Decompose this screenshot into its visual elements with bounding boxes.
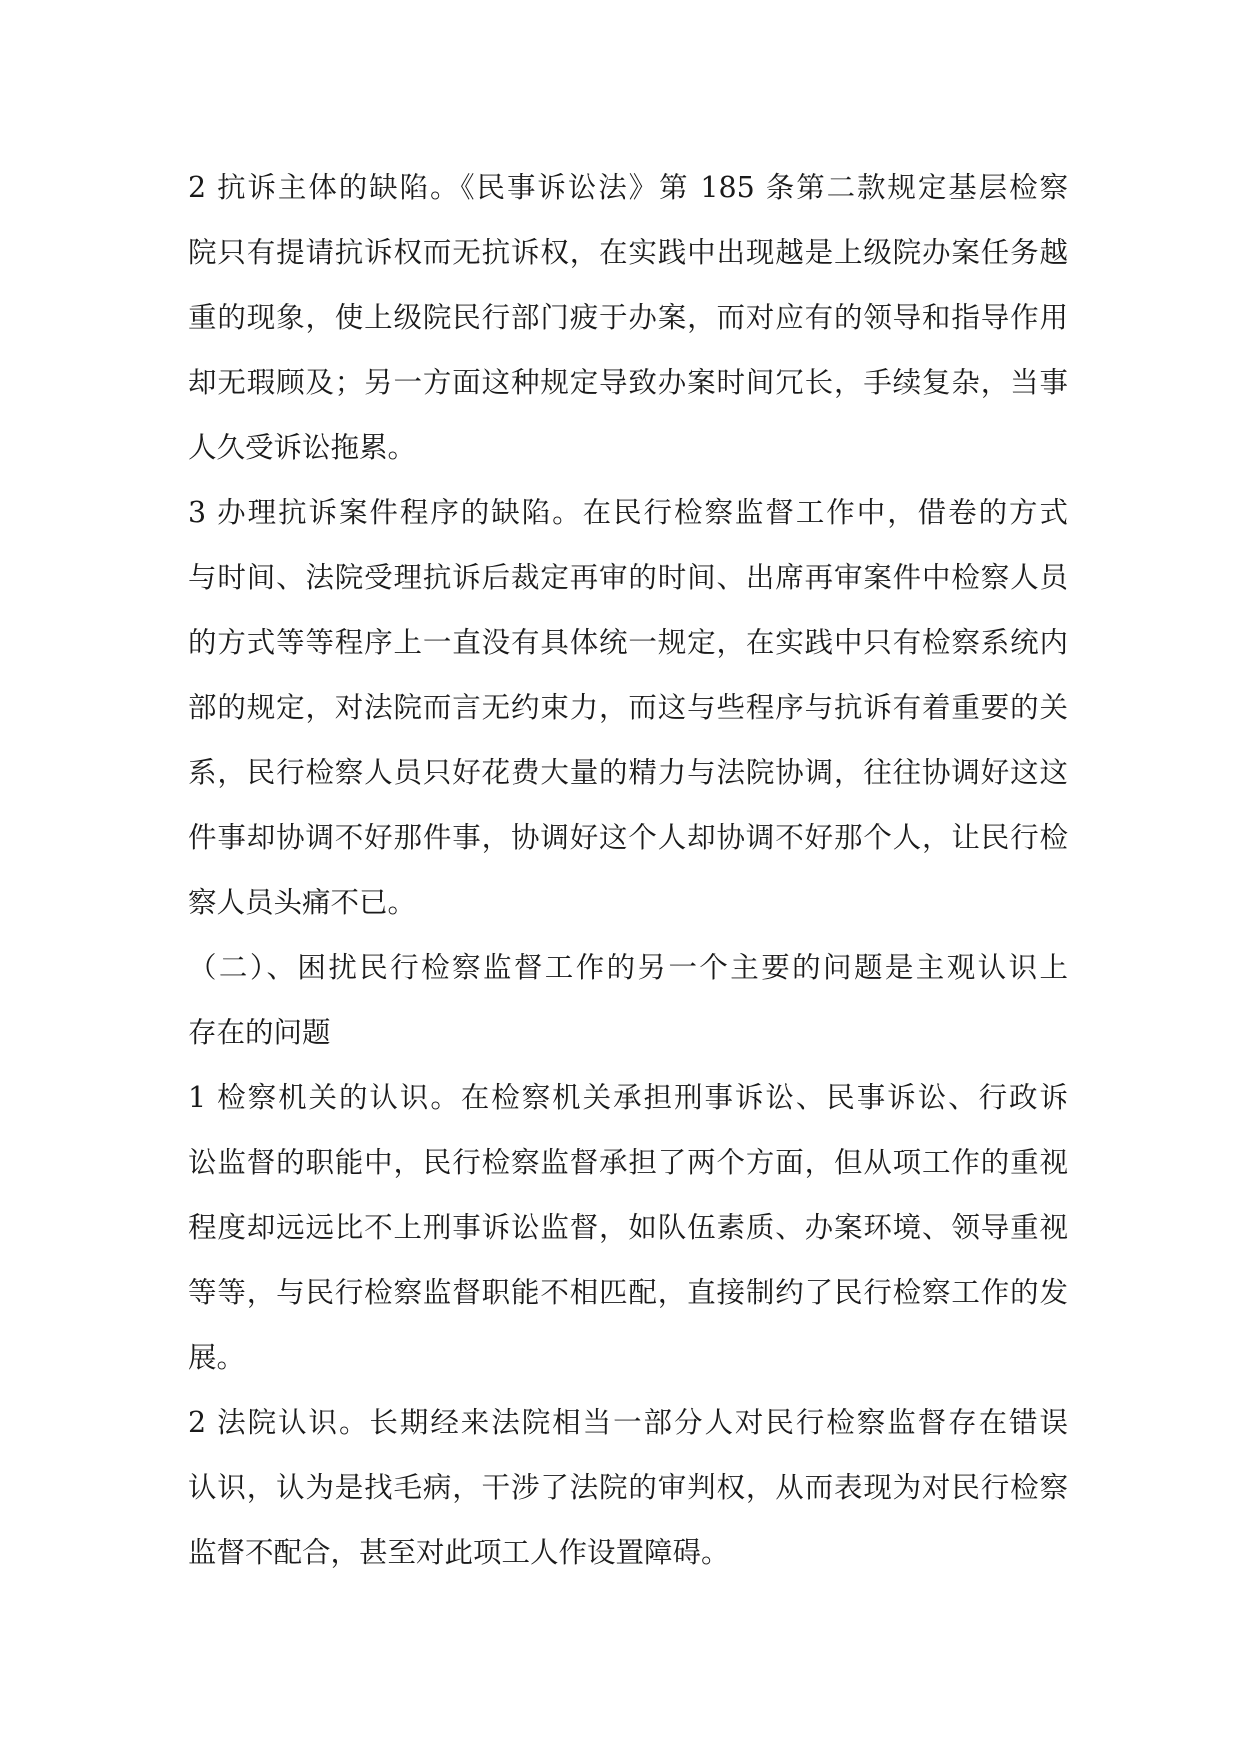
text-line: 人久受诉讼拖累。 xyxy=(188,431,417,464)
text-line: 系，民行检察人员只好花费大量的精力与法院协调，往往协调好这这 xyxy=(188,756,1068,789)
section-heading-subjective-recognition xyxy=(188,935,1068,1065)
text-line: 件事却协调不好那件事，协调好这个人却协调不好那个人，让民行检 xyxy=(188,821,1068,854)
text-line: 2 抗诉主体的缺陷。《民事诉讼法》第 185 条第二款规定基层检察 xyxy=(188,171,1068,204)
text-line: 1 检察机关的认识。在检察机关承担刑事诉讼、民事诉讼、行政诉 xyxy=(188,1081,1068,1114)
text-line: 等等，与民行检察监督职能不相匹配，直接制约了民行检察工作的发 xyxy=(188,1276,1068,1309)
paragraph-court-recognition xyxy=(188,1390,1068,1585)
text-line: 存在的问题 xyxy=(188,1016,331,1049)
text-line: 重的现象，使上级院民行部门疲于办案，而对应有的领导和指导作用 xyxy=(188,301,1068,334)
text-line: 却无瑕顾及；另一方面这种规定导致办案时间冗长，手续复杂，当事 xyxy=(188,366,1068,399)
text-line: （二）、困扰民行检察监督工作的另一个主要的问题是主观认识上 xyxy=(188,951,1068,984)
text-line: 3 办理抗诉案件程序的缺陷。在民行检察监督工作中，借卷的方式 xyxy=(188,496,1068,529)
text-line: 认识，认为是找毛病，干涉了法院的审判权，从而表现为对民行检察 xyxy=(188,1471,1068,1504)
paragraph-procedure-defect xyxy=(188,480,1068,935)
text-line: 察人员头痛不已。 xyxy=(188,886,417,919)
text-line: 监督不配合，甚至对此项工人作设置障碍。 xyxy=(188,1536,730,1569)
text-line: 与时间、法院受理抗诉后裁定再审的时间、出席再审案件中检察人员 xyxy=(188,561,1068,594)
text-line: 展。 xyxy=(188,1341,246,1374)
text-line: 院只有提请抗诉权而无抗诉权，在实践中出现越是上级院办案任务越 xyxy=(188,236,1068,269)
text-line: 的方式等等程序上一直没有具体统一规定，在实践中只有检察系统内 xyxy=(188,626,1068,659)
text-line: 讼监督的职能中，民行检察监督承担了两个方面，但从项工作的重视 xyxy=(188,1146,1068,1179)
paragraph-complaint-subject-defect xyxy=(188,155,1068,480)
paragraph-procuratorate-recognition xyxy=(188,1065,1068,1390)
text-line: 程度却远远比不上刑事诉讼监督，如队伍素质、办案环境、领导重视 xyxy=(188,1211,1068,1244)
text-line: 部的规定，对法院而言无约束力，而这与些程序与抗诉有着重要的关 xyxy=(188,691,1068,724)
text-line: 2 法院认识。长期经来法院相当一部分人对民行检察监督存在错误 xyxy=(188,1406,1068,1439)
